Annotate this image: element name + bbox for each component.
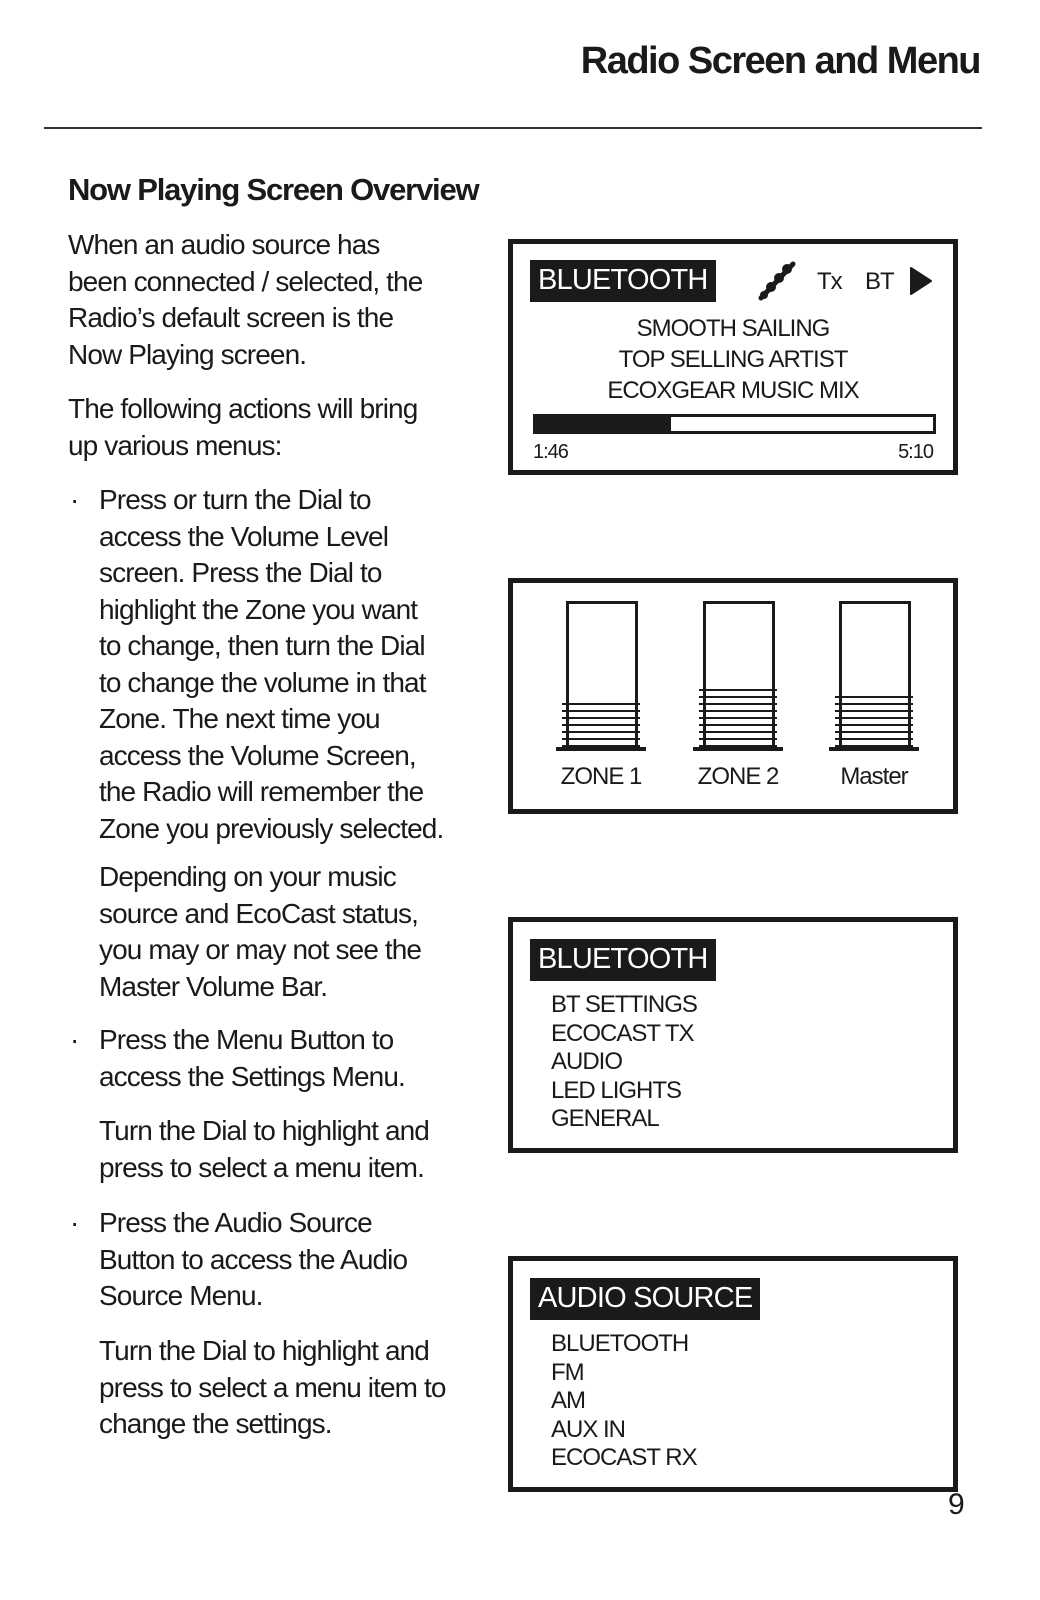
menu-item: AM xyxy=(551,1387,585,1414)
progress-bar xyxy=(533,414,936,434)
zone-label: ZONE 2 xyxy=(697,763,779,790)
text-line: you may or may not see the xyxy=(99,934,422,965)
text-line: access the Volume Level xyxy=(99,520,389,552)
text-line: the Radio will remember the xyxy=(99,776,424,807)
section-title: Now Playing Screen Overview xyxy=(68,172,479,207)
text-line: Turn the Dial to highlight and xyxy=(99,1115,429,1146)
track-album: ECOXGEAR MUSIC MIX xyxy=(607,377,859,404)
tx-label: Tx xyxy=(817,268,842,295)
text-line: Turn the Dial to highlight and xyxy=(99,1335,429,1366)
zone-level xyxy=(835,694,913,747)
menu-item: GENERAL xyxy=(551,1105,659,1132)
menu-title-tag: AUDIO SOURCE xyxy=(530,1278,760,1320)
zone-meter xyxy=(829,601,919,751)
menu-turn-paragraph xyxy=(99,1113,499,1186)
text-line: Press the Menu Button to xyxy=(99,1024,394,1055)
text-line: been connected / selected, the xyxy=(68,265,423,297)
text-line: The following actions will bring xyxy=(68,393,418,424)
menu-item: AUX IN xyxy=(551,1415,626,1443)
actions-paragraph xyxy=(68,391,488,464)
text-line: When an audio source has xyxy=(68,229,380,260)
menu-item: AUDIO xyxy=(551,1048,623,1075)
text-line: Zone. The next time you xyxy=(99,703,380,734)
zone-base xyxy=(829,747,919,751)
zone-level xyxy=(562,700,640,747)
track-title: SMOOTH SAILING xyxy=(636,315,830,342)
text-line: to change the volume in that xyxy=(99,666,426,698)
ecocast-link-icon xyxy=(757,260,797,302)
zone-level xyxy=(699,684,777,747)
text-line: Button to access the Audio xyxy=(99,1243,408,1275)
page-title: Radio Screen and Menu xyxy=(580,40,980,82)
track-artist: TOP SELLING ARTIST xyxy=(618,346,848,373)
text-line: Depending on your music xyxy=(99,861,396,892)
intro-paragraph xyxy=(68,227,488,373)
audio-turn-paragraph xyxy=(99,1333,499,1443)
bt-label: BT xyxy=(865,268,894,295)
progress-fill xyxy=(536,417,671,431)
menu-item: ECOCAST RX xyxy=(551,1444,697,1471)
bullet-marker: · xyxy=(70,1024,80,1055)
master-note-paragraph xyxy=(99,859,499,1005)
volume-screen xyxy=(508,578,958,814)
text-line: Press or turn the Dial to xyxy=(99,484,371,515)
menu-button-paragraph xyxy=(99,1022,499,1095)
bullet-marker: · xyxy=(70,1207,80,1238)
total-time: 5:10 xyxy=(898,441,933,463)
header-rule xyxy=(44,127,982,129)
bullet-marker: · xyxy=(70,484,80,515)
zone-base xyxy=(556,747,646,751)
text-line: highlight the Zone you want xyxy=(99,593,418,625)
text-line: source and EcoCast status, xyxy=(99,897,418,929)
menu-item: FM xyxy=(551,1358,584,1386)
text-line: Press the Audio Source xyxy=(99,1207,372,1238)
zone-label: ZONE 1 xyxy=(560,763,642,790)
text-line: Zone you previously selected. xyxy=(99,812,444,844)
text-line: Radio’s default screen is the xyxy=(68,302,394,333)
menu-item: BLUETOOTH xyxy=(551,1330,689,1357)
text-line: press to select a menu item. xyxy=(99,1151,424,1183)
menu-item: ECOCAST TX xyxy=(551,1019,694,1047)
page-number: 9 xyxy=(948,1488,965,1521)
text-line: up various menus: xyxy=(68,429,282,461)
text-line: change the settings. xyxy=(99,1408,332,1439)
menu-list xyxy=(551,991,697,1134)
elapsed-time: 1:46 xyxy=(533,441,568,463)
text-line: Master Volume Bar. xyxy=(99,970,328,1002)
source-tag: BLUETOOTH xyxy=(530,260,716,302)
text-line: screen. Press the Dial to xyxy=(99,557,382,588)
text-line: access the Volume Screen, xyxy=(99,739,416,771)
now-playing-screen xyxy=(508,239,958,475)
text-line: to change, then turn the Dial xyxy=(99,630,425,661)
audio-button-paragraph xyxy=(99,1205,499,1315)
menu-item: LED LIGHTS xyxy=(551,1076,682,1104)
volume-paragraph xyxy=(99,482,499,847)
zone-meter xyxy=(556,601,646,751)
text-line: Source Menu. xyxy=(99,1280,263,1311)
zone-label: Master xyxy=(840,763,908,790)
text-line: access the Settings Menu. xyxy=(99,1060,405,1092)
menu-item: BT SETTINGS xyxy=(551,991,697,1018)
play-icon xyxy=(909,266,933,296)
menu-list xyxy=(551,1330,697,1473)
text-line: Now Playing screen. xyxy=(68,338,307,370)
audio-source-screen xyxy=(508,1256,958,1492)
text-line: press to select a menu item to xyxy=(99,1371,446,1403)
zone-base xyxy=(693,747,783,751)
settings-menu-screen xyxy=(508,917,958,1153)
zone-meter xyxy=(693,601,783,751)
menu-title-tag: BLUETOOTH xyxy=(530,939,716,981)
